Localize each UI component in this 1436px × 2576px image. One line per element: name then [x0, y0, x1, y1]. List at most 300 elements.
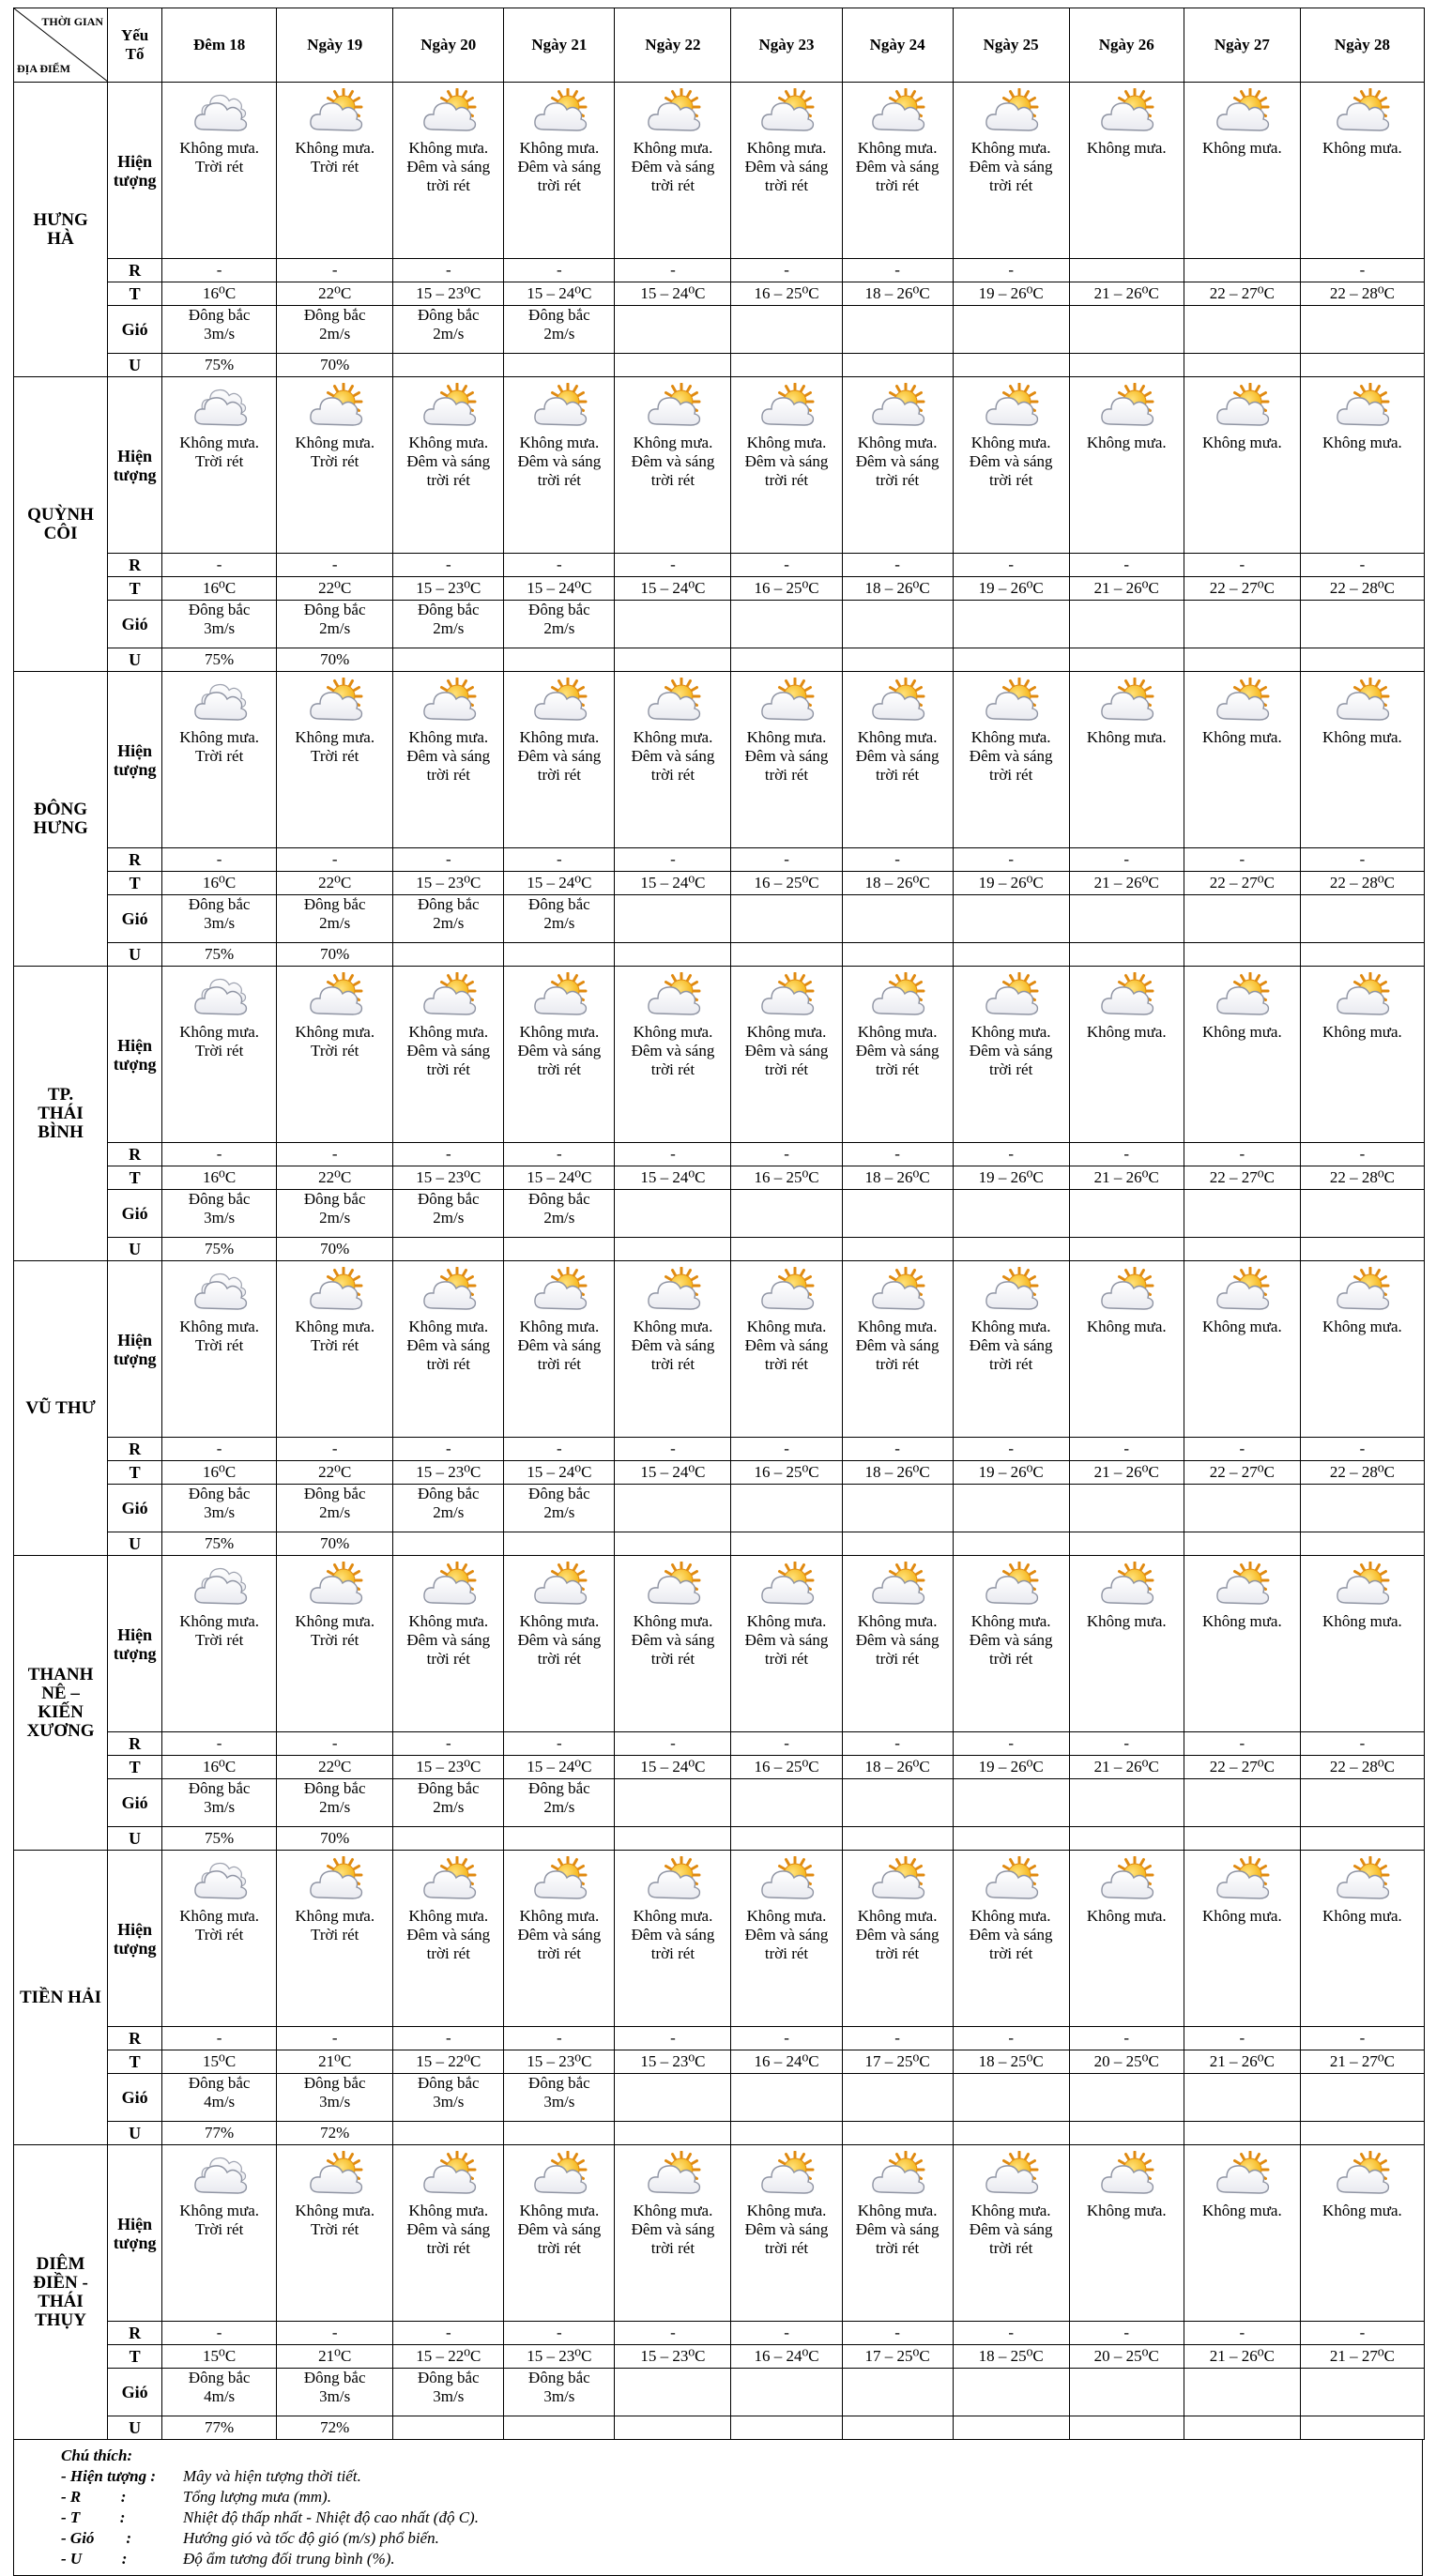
phenomena-cell — [504, 967, 615, 1143]
wind-cell — [1300, 2369, 1424, 2416]
row-phenomena — [14, 377, 1425, 554]
element-label-r: R — [108, 1732, 162, 1756]
location-name-line: XƯƠNG — [26, 1720, 95, 1741]
wind-cell — [393, 2369, 504, 2416]
phenomena-text: Đêm và sáng — [855, 2220, 940, 2238]
wind-cell — [731, 1485, 842, 1532]
rain-cell: - — [504, 2027, 615, 2050]
location-name — [14, 1261, 108, 1556]
humidity-cell — [731, 1238, 842, 1261]
rain-cell: - — [393, 1143, 504, 1166]
wind-text: Đông bắc — [188, 1485, 251, 1502]
phenomena-cell — [393, 1556, 504, 1732]
phenomena-text: Không mưa. — [1086, 1318, 1167, 1335]
phenomena-cell — [393, 672, 504, 848]
humidity-cell — [615, 354, 731, 377]
wind-cell — [1300, 1190, 1424, 1238]
phenomena-text: Đêm và sáng — [969, 1336, 1053, 1354]
phenomena-cell — [953, 1261, 1069, 1438]
row-rain — [14, 1143, 1425, 1166]
phenomena-text: Đêm và sáng — [517, 1926, 602, 1943]
rain-cell: - — [842, 1732, 953, 1756]
phenomena-text: Không mưa. — [1322, 728, 1402, 746]
phenomena-text: Trời rét — [194, 158, 244, 175]
humidity-cell — [731, 1827, 842, 1851]
partly-sunny-icon — [504, 1856, 614, 1907]
humidity-cell: 70% — [277, 354, 393, 377]
humidity-cell: 70% — [277, 943, 393, 967]
legend-desc: Mây và hiện tượng thời tiết. — [183, 2467, 361, 2485]
phenomena-cell — [615, 377, 731, 554]
temperature-cell: 20 – 25⁰C — [1069, 2050, 1184, 2074]
wind-cell — [162, 1485, 277, 1532]
temperature-cell: 15 – 22⁰C — [393, 2345, 504, 2369]
phenomena-text: Không mưa. — [1086, 728, 1167, 746]
partly-sunny-icon — [1301, 1856, 1424, 1907]
humidity-cell — [1184, 1532, 1300, 1556]
phenomena-text: Đêm và sáng — [631, 158, 715, 175]
rain-cell: - — [731, 2322, 842, 2345]
wind-cell — [162, 1190, 277, 1238]
element-label-line: Hiện — [117, 2214, 153, 2233]
forecast-document — [13, 8, 1425, 2576]
phenomena-text: Không mưa. — [746, 139, 827, 157]
phenomena-text: Không mưa. — [519, 1907, 600, 1925]
temperature-cell: 16 – 25⁰C — [731, 1461, 842, 1485]
humidity-cell: 75% — [162, 943, 277, 967]
wind-text: Đông bắc — [417, 1190, 480, 1208]
wind-text: Đông bắc — [188, 1779, 251, 1797]
wind-cell — [615, 2074, 731, 2122]
wind-text: Đông bắc — [188, 601, 251, 618]
partly-sunny-icon — [731, 88, 841, 139]
wind-text: 2m/s — [543, 1209, 575, 1227]
partly-sunny-icon — [393, 2151, 503, 2202]
partly-sunny-icon — [954, 383, 1069, 434]
partly-sunny-icon — [731, 1562, 841, 1612]
rain-cell: - — [731, 554, 842, 577]
phenomena-cell — [731, 1261, 842, 1438]
temperature-cell: 15 – 24⁰C — [615, 282, 731, 306]
partly-sunny-icon — [843, 2151, 953, 2202]
legend-title: Chú thích: — [61, 2446, 133, 2464]
rain-cell: - — [504, 259, 615, 282]
humidity-cell — [504, 2122, 615, 2145]
phenomena-text: Không mưa. — [1322, 434, 1402, 451]
row-rain — [14, 259, 1425, 282]
location-name-line: TIỀN HẢI — [19, 1987, 102, 2007]
humidity-cell — [1300, 1827, 1424, 1851]
row-temperature — [14, 2050, 1425, 2074]
element-label-r: R — [108, 848, 162, 872]
phenomena-text: Không mưa. — [1086, 1612, 1167, 1630]
temperature-cell: 19 – 26⁰C — [953, 1461, 1069, 1485]
legend-desc: Hướng gió và tốc độ gió (m/s) phổ biến. — [183, 2529, 439, 2547]
phenomena-text: Đêm và sáng — [969, 158, 1053, 175]
phenomena-text: Đêm và sáng — [855, 158, 940, 175]
partly-sunny-icon — [1070, 88, 1184, 139]
phenomena-cell — [1300, 1556, 1424, 1732]
phenomena-cell — [842, 672, 953, 848]
wind-cell — [731, 2074, 842, 2122]
phenomena-text: Đêm và sáng — [969, 2220, 1053, 2238]
wind-cell — [393, 306, 504, 354]
phenomena-cell — [615, 83, 731, 259]
phenomena-text: Đêm và sáng — [631, 747, 715, 765]
wind-cell — [162, 1779, 277, 1827]
phenomena-text: trời rét — [650, 766, 695, 784]
wind-text: Đông bắc — [417, 2369, 480, 2386]
row-rain — [14, 1438, 1425, 1461]
phenomena-cell — [162, 1851, 277, 2027]
row-rain — [14, 2027, 1425, 2050]
wind-cell — [504, 1779, 615, 1827]
temperature-cell: 21 – 26⁰C — [1069, 282, 1184, 306]
temperature-cell: 15 – 23⁰C — [615, 2050, 731, 2074]
rain-cell: - — [615, 2027, 731, 2050]
phenomena-text: Không mưa. — [1201, 2202, 1282, 2219]
partly-sunny-icon — [1184, 1267, 1300, 1318]
rain-cell: - — [162, 554, 277, 577]
legend-item — [61, 2528, 1422, 2549]
phenomena-text: Trời rét — [311, 2220, 359, 2238]
phenomena-text: Đêm và sáng — [406, 1042, 491, 1059]
wind-cell — [842, 2074, 953, 2122]
phenomena-cell — [277, 967, 393, 1143]
corner-header-cell — [14, 8, 108, 83]
temperature-cell: 22⁰C — [277, 1166, 393, 1190]
temperature-cell: 15 – 23⁰C — [393, 1756, 504, 1779]
phenomena-text: Đêm và sáng — [406, 1631, 491, 1649]
phenomena-cell — [162, 672, 277, 848]
rain-cell: - — [1184, 1143, 1300, 1166]
humidity-cell — [504, 648, 615, 672]
element-label-r: R — [108, 1438, 162, 1461]
temperature-cell: 22 – 28⁰C — [1300, 282, 1424, 306]
phenomena-text: Không mưa. — [857, 1907, 938, 1925]
rain-cell: - — [504, 848, 615, 872]
rain-cell: - — [953, 1732, 1069, 1756]
phenomena-text: Trời rét — [311, 158, 359, 175]
element-label-u: U — [108, 354, 162, 377]
rain-cell: - — [953, 2027, 1069, 2050]
temperature-cell: 21 – 26⁰C — [1069, 1756, 1184, 1779]
phenomena-text: trời rét — [426, 1650, 470, 1668]
phenomena-cell — [1069, 83, 1184, 259]
phenomena-text: trời rét — [875, 176, 920, 194]
wind-cell — [1069, 1190, 1184, 1238]
phenomena-text: Không mưa. — [179, 1907, 260, 1925]
humidity-cell — [1069, 354, 1184, 377]
phenomena-cell — [1184, 377, 1300, 554]
rain-cell: - — [1069, 2027, 1184, 2050]
element-label-hien-tuong — [108, 83, 162, 259]
humidity-cell — [842, 648, 953, 672]
humidity-cell — [615, 1532, 731, 1556]
row-humidity — [14, 2122, 1425, 2145]
temperature-cell: 15 – 24⁰C — [615, 872, 731, 895]
wind-cell — [1069, 2074, 1184, 2122]
partly-sunny-icon — [843, 383, 953, 434]
element-label-gio: Gió — [108, 306, 162, 354]
wind-text: 2m/s — [543, 619, 575, 637]
rain-cell: - — [277, 1143, 393, 1166]
temperature-cell: 15 – 24⁰C — [504, 577, 615, 601]
location-name-line: HƯNG — [33, 817, 88, 838]
phenomena-text: Không mưa. — [633, 1612, 713, 1630]
wind-text: Đông bắc — [528, 1190, 590, 1208]
phenomena-cell — [842, 377, 953, 554]
rain-cell: - — [393, 1732, 504, 1756]
humidity-cell — [1069, 648, 1184, 672]
humidity-cell — [615, 943, 731, 967]
temperature-cell: 19 – 26⁰C — [953, 1166, 1069, 1190]
rain-cell: - — [615, 1438, 731, 1461]
humidity-cell — [504, 1827, 615, 1851]
partly-sunny-icon — [1070, 678, 1184, 728]
partly-sunny-icon — [504, 88, 614, 139]
phenomena-text: trời rét — [650, 1650, 695, 1668]
wind-text: Đông bắc — [303, 306, 366, 324]
humidity-cell — [1300, 354, 1424, 377]
phenomena-cell — [953, 83, 1069, 259]
phenomena-text: Không mưa. — [970, 728, 1051, 746]
phenomena-text: Đêm và sáng — [517, 158, 602, 175]
rain-cell: - — [393, 2322, 504, 2345]
wind-cell — [1069, 895, 1184, 943]
wind-text: 2m/s — [319, 1503, 351, 1521]
phenomena-cell — [1184, 2145, 1300, 2322]
phenomena-text: Không mưa. — [857, 139, 938, 157]
phenomena-text: Không mưa. — [179, 1318, 260, 1335]
humidity-cell — [842, 943, 953, 967]
partly-sunny-icon — [731, 1856, 841, 1907]
partly-sunny-icon — [615, 2151, 730, 2202]
temperature-cell: 16⁰C — [162, 1166, 277, 1190]
temperature-cell: 15 – 23⁰C — [504, 2050, 615, 2074]
wind-cell — [277, 601, 393, 648]
row-phenomena — [14, 967, 1425, 1143]
phenomena-text: Đêm và sáng — [744, 158, 829, 175]
wind-cell — [1069, 1485, 1184, 1532]
rain-cell: - — [393, 1438, 504, 1461]
wind-cell — [731, 601, 842, 648]
humidity-cell — [1069, 1238, 1184, 1261]
humidity-cell — [1300, 2122, 1424, 2145]
rain-cell: - — [1184, 1732, 1300, 1756]
phenomena-text: trời rét — [537, 1355, 581, 1373]
wind-cell — [1184, 1779, 1300, 1827]
phenomena-text: Không mưa. — [295, 728, 375, 746]
humidity-cell — [842, 1532, 953, 1556]
location-name — [14, 1556, 108, 1851]
phenomena-text: Không mưa. — [1201, 1318, 1282, 1335]
phenomena-text: Không mưa. — [633, 434, 713, 451]
phenomena-text: Đêm và sáng — [744, 2220, 829, 2238]
rain-cell: - — [277, 848, 393, 872]
row-phenomena — [14, 1851, 1425, 2027]
wind-text: Đông bắc — [303, 601, 366, 618]
partly-sunny-icon — [615, 678, 730, 728]
phenomena-text: Không mưa. — [1086, 2202, 1167, 2219]
rain-cell: - — [162, 2027, 277, 2050]
temperature-cell: 18 – 26⁰C — [842, 1166, 953, 1190]
location-name-line: CÔI — [43, 523, 78, 543]
phenomena-text: trời rét — [875, 1060, 920, 1078]
phenomena-text: trời rét — [426, 2239, 470, 2257]
phenomena-text: trời rét — [537, 1650, 581, 1668]
phenomena-cell — [393, 2145, 504, 2322]
rain-cell: - — [162, 2322, 277, 2345]
temperature-cell: 19 – 26⁰C — [953, 282, 1069, 306]
humidity-cell — [1300, 943, 1424, 967]
rain-cell: - — [731, 1143, 842, 1166]
humidity-cell — [731, 2416, 842, 2440]
phenomena-cell — [615, 1261, 731, 1438]
row-wind — [14, 306, 1425, 354]
wind-cell — [953, 1779, 1069, 1827]
partly-sunny-icon — [393, 972, 503, 1023]
humidity-cell — [1184, 1238, 1300, 1261]
wind-cell — [842, 1190, 953, 1238]
phenomena-text: Không mưa. — [746, 2202, 827, 2219]
location-name — [14, 672, 108, 967]
location-name-line: ĐÔNG — [34, 799, 88, 819]
phenomena-cell — [1069, 2145, 1184, 2322]
phenomena-cell — [953, 1851, 1069, 2027]
phenomena-cell — [1300, 1851, 1424, 2027]
phenomena-text: Không mưa. — [179, 434, 260, 451]
wind-cell — [615, 895, 731, 943]
phenomena-text: Đêm và sáng — [855, 1336, 940, 1354]
phenomena-text: Trời rét — [311, 1336, 359, 1354]
element-label-r: R — [108, 1143, 162, 1166]
phenomena-text: Không mưa. — [408, 434, 489, 451]
phenomena-cell — [277, 1261, 393, 1438]
partly-sunny-icon — [954, 1562, 1069, 1612]
row-humidity — [14, 943, 1425, 967]
humidity-cell — [393, 943, 504, 967]
phenomena-text: Không mưa. — [179, 728, 260, 746]
partly-sunny-icon — [504, 972, 614, 1023]
phenomena-cell — [842, 1851, 953, 2027]
cloudy-icon — [162, 1267, 276, 1318]
row-humidity — [14, 2416, 1425, 2440]
partly-sunny-icon — [277, 678, 392, 728]
wind-text: Đông bắc — [303, 2369, 366, 2386]
phenomena-text: Đêm và sáng — [744, 1926, 829, 1943]
temperature-cell: 15 – 23⁰C — [393, 872, 504, 895]
wind-cell — [953, 895, 1069, 943]
rain-cell: - — [277, 2027, 393, 2050]
temperature-cell: 22⁰C — [277, 577, 393, 601]
element-label-u: U — [108, 2122, 162, 2145]
row-wind — [14, 1485, 1425, 1532]
partly-sunny-icon — [277, 1562, 392, 1612]
phenomena-text: trời rét — [537, 2239, 581, 2257]
humidity-cell: 77% — [162, 2416, 277, 2440]
phenomena-text: Đêm và sáng — [855, 1926, 940, 1943]
rain-cell: - — [504, 1438, 615, 1461]
phenomena-text: Không mưa. — [746, 1318, 827, 1335]
phenomena-text: Không mưa. — [408, 2202, 489, 2219]
phenomena-text: Đêm và sáng — [406, 158, 491, 175]
element-label-t: T — [108, 872, 162, 895]
phenomena-text: Không mưa. — [1086, 1907, 1167, 1925]
temperature-cell: 15 – 23⁰C — [393, 1461, 504, 1485]
wind-cell — [731, 895, 842, 943]
phenomena-text: Đêm và sáng — [517, 1042, 602, 1059]
phenomena-cell — [842, 83, 953, 259]
partly-sunny-icon — [954, 678, 1069, 728]
phenomena-text: trời rét — [650, 471, 695, 489]
phenomena-cell — [393, 83, 504, 259]
phenomena-text: Không mưa. — [519, 1023, 600, 1041]
phenomena-cell — [504, 1556, 615, 1732]
temperature-cell: 16 – 25⁰C — [731, 872, 842, 895]
phenomena-cell — [277, 1851, 393, 2027]
row-wind — [14, 895, 1425, 943]
phenomena-text: Không mưa. — [408, 728, 489, 746]
wind-text: 2m/s — [433, 914, 465, 932]
cloudy-icon — [162, 972, 276, 1023]
row-wind — [14, 1190, 1425, 1238]
phenomena-text: Không mưa. — [970, 1612, 1051, 1630]
element-label-u: U — [108, 648, 162, 672]
rain-cell: - — [1069, 554, 1184, 577]
phenomena-text: Đêm và sáng — [517, 1336, 602, 1354]
phenomena-text: Không mưa. — [519, 139, 600, 157]
wind-cell — [953, 306, 1069, 354]
location-name-line: THANH — [27, 1664, 94, 1684]
phenomena-text: Đêm và sáng — [631, 1631, 715, 1649]
humidity-cell — [393, 1532, 504, 1556]
wind-text: Đông bắc — [417, 1779, 480, 1797]
rain-cell: - — [1300, 1143, 1424, 1166]
location-name — [14, 83, 108, 377]
humidity-cell — [1184, 943, 1300, 967]
temperature-cell: 22 – 27⁰C — [1184, 1461, 1300, 1485]
partly-sunny-icon — [843, 88, 953, 139]
temperature-cell: 22⁰C — [277, 872, 393, 895]
phenomena-text: Đêm và sáng — [517, 452, 602, 470]
rain-cell: - — [393, 259, 504, 282]
phenomena-cell — [504, 1261, 615, 1438]
wind-cell — [615, 1190, 731, 1238]
humidity-cell — [842, 354, 953, 377]
wind-text: 2m/s — [319, 914, 351, 932]
partly-sunny-icon — [277, 1267, 392, 1318]
wind-text: 2m/s — [543, 325, 575, 343]
wind-cell — [842, 1485, 953, 1532]
temperature-cell: 15 – 24⁰C — [504, 1756, 615, 1779]
cloudy-icon — [162, 88, 276, 139]
phenomena-text: Trời rét — [311, 1042, 359, 1059]
wind-text: Đông bắc — [417, 2074, 480, 2092]
humidity-cell — [953, 943, 1069, 967]
phenomena-cell — [277, 377, 393, 554]
phenomena-text: trời rét — [650, 1060, 695, 1078]
row-temperature — [14, 2345, 1425, 2369]
humidity-cell: 70% — [277, 1532, 393, 1556]
rain-cell: - — [393, 554, 504, 577]
humidity-cell — [731, 943, 842, 967]
element-label-gio: Gió — [108, 1485, 162, 1532]
phenomena-text: Trời rét — [194, 1631, 244, 1649]
humidity-cell — [953, 2416, 1069, 2440]
location-name-line: VŨ THƯ — [25, 1397, 96, 1418]
temperature-cell: 16⁰C — [162, 872, 277, 895]
